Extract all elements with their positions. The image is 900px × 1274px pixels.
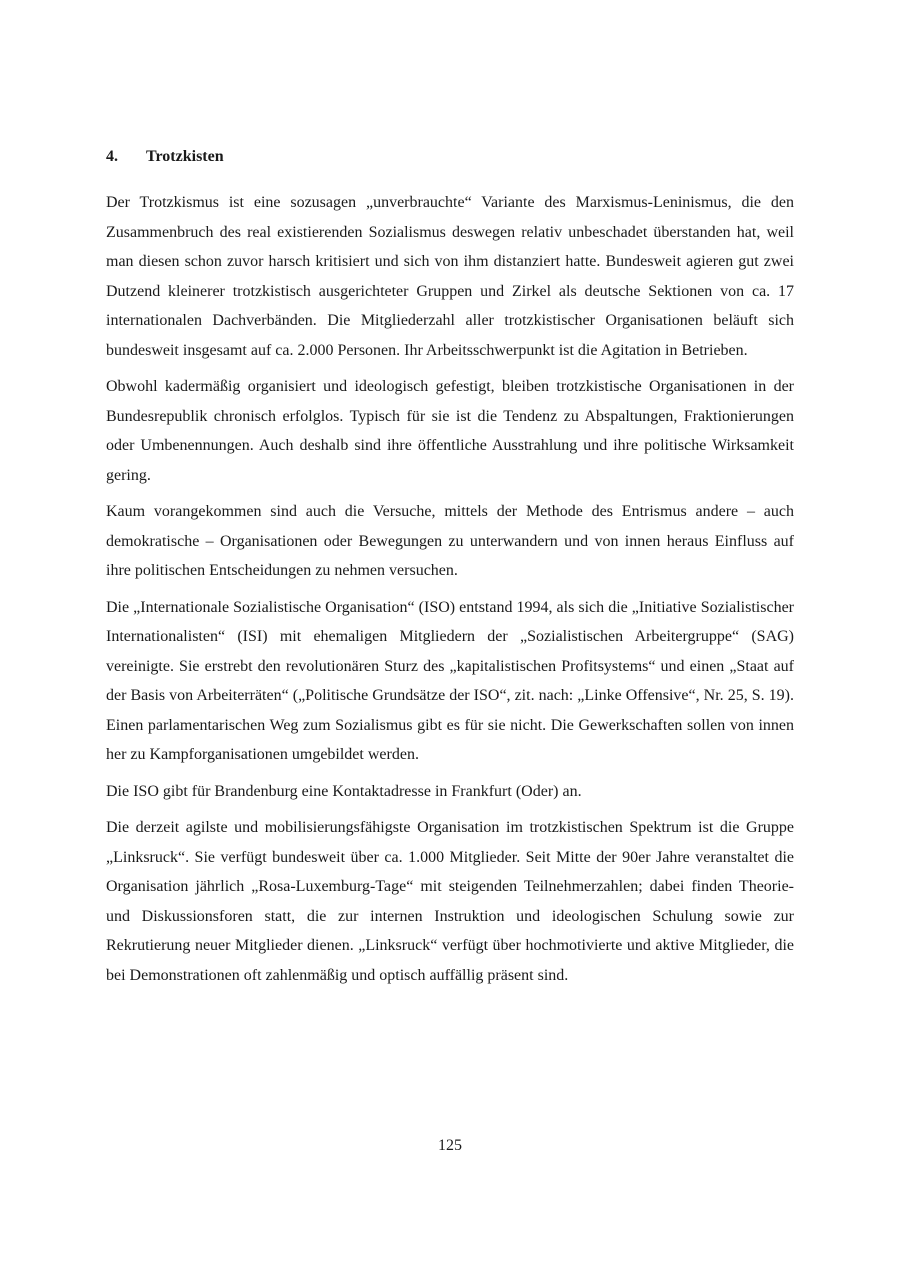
page-number: 125 bbox=[438, 1137, 462, 1154]
section-number: 4. bbox=[106, 148, 118, 165]
body-text bbox=[106, 188, 794, 997]
paragraph-2: Obwohl kadermäßig organisiert und ideologisch gefestigt, bleiben trotzkistische Organisationen in der Bundesrepublik chronisch erfolglos. Typisch für sie ist die Tendenz zu Abspaltungen, Fraktionierungen oder Umbenennungen. Auch deshalb sind ihre öffentliche Ausstrahlung und ihre politische Wirksamkeit gering. bbox=[106, 378, 794, 484]
paragraph-3: Kaum vorangekommen sind auch die Versuche, mittels der Methode des Entrismus andere – auch demokratische – Organisationen oder Bewegungen zu unterwandern und von innen heraus Einfluss auf ihre politischen Entscheidungen zu nehmen versuchen. bbox=[106, 503, 794, 579]
paragraph-5: Die ISO gibt für Brandenburg eine Kontaktadresse in Frankfurt (Oder) an. bbox=[106, 782, 582, 800]
paragraph-6: Die derzeit agilste und mobilisierungsfähigste Organisation im trotzkistischen Spektrum ist die Gruppe „Linksruck“. Sie verfügt bundesweit über ca. 1.000 Mitglieder. Seit Mitte der 90er Jahre veranstaltet die Organisation jährlich „Rosa-Luxemburg-Tage“ mit steigenden Teilnehmerzahlen; dabei finden Theorie- und Diskussionsforen statt, die zur internen Instruktion und ideologischen Schulung sowie zur Rekrutierung neuer Mitglieder dienen. „Linksruck“ verfügt über hochmotivierte und aktive Mitglieder, die bei Demonstrationen oft zahlenmäßig und optisch auffällig präsent sind. bbox=[106, 819, 794, 984]
section-title: Trotzkisten bbox=[146, 148, 224, 165]
paragraph-4: Die „Internationale Sozialistische Organisation“ (ISO) entstand 1994, als sich die „Initiative Sozialistischer Internationalisten“ (ISI) mit ehemaligen Mitgliedern der „Sozialistischen Arbeitergruppe“ (SAG) vereinigte. Sie erstrebt den revolutionären Sturz des „kapitalistischen Profitsystems“ und einen „Staat auf der Basis von Arbeiterräten“ („Politische Grundsätze der ISO“, zit. nach: „Linke Offensive“, Nr. 25, S. 19). Einen parlamentarischen Weg zum Sozialismus gibt es für sie nicht. Die Gewerkschaften sollen von innen her zu Kampforganisationen umgebildet werden. bbox=[106, 598, 794, 763]
section-heading bbox=[106, 148, 224, 166]
paragraph-1: Der Trotzkismus ist eine sozusagen „unverbrauchte“ Variante des Marxismus-Leninismus, die den Zusammenbruch des real existierenden Sozialismus deswegen relativ unbeschadet überstanden hat, weil man diesen schon zuvor harsch kritisiert und sich von ihm distanziert hatte. Bundesweit agieren gut zwei Dutzend kleinerer trotzkistisch ausgerichteter Gruppen und Zirkel als deutsche Sektionen von ca. 17 internationalen Dachverbänden. Die Mitgliederzahl aller trotzkistischer Organisationen beläuft sich bundesweit insgesamt auf ca. 2.000 Personen. Ihr Arbeitsschwerpunkt ist die Agitation in Betrieben. bbox=[106, 194, 794, 359]
